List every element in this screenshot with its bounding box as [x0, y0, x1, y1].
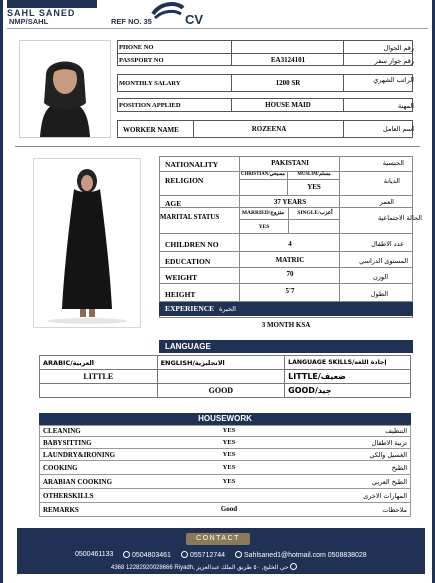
nationality-value: PAKISTANI — [271, 159, 309, 167]
divider — [193, 120, 194, 138]
marital-label-ar: الحالة الاجتماعية — [377, 214, 422, 222]
agency-code: NMP/SAHL — [9, 17, 49, 26]
education-value: MATRIC — [275, 256, 305, 264]
housework-row — [39, 503, 411, 517]
brand-name: SAHL SANED — [7, 8, 76, 18]
housework-label-ar: ملاحظات — [382, 506, 407, 514]
housework-label-ar: التنظيف — [385, 427, 407, 435]
weight-label: WEIGHT — [165, 273, 198, 282]
nationality-label: NATIONALITY — [165, 160, 219, 169]
housework-label: CLEANING — [43, 427, 81, 435]
housework-value: YES — [222, 464, 236, 471]
housework-value: YES — [222, 478, 236, 485]
experience-label: EXPERIENCE — [165, 304, 215, 313]
housework-label: COOKING — [43, 464, 78, 472]
housework-label: ARABIAN COOKING — [43, 478, 113, 486]
children-value: 4 — [288, 240, 292, 248]
phone-number: 0504803461 — [132, 552, 171, 559]
language-row — [40, 384, 411, 398]
housework-label-ar: المهارات الاخرى — [363, 492, 407, 500]
religion-label: RELIGION — [165, 176, 204, 185]
header-divider — [7, 28, 428, 29]
phone-label: PHONE NO — [119, 44, 154, 51]
salary-label-ar: الراتب الشهري — [373, 76, 414, 84]
housework-value: YES — [222, 451, 236, 458]
skill-level: GOOD/جيد — [285, 384, 411, 398]
experience-value: 3 MONTH KSA — [261, 321, 311, 329]
phone-number-2 — [181, 551, 225, 559]
address-line — [111, 563, 299, 571]
housework-label: BABYSITTING — [43, 439, 92, 447]
housework-section-bar — [39, 413, 411, 425]
divider — [117, 53, 413, 54]
housework-value: YES — [222, 439, 236, 446]
language-table — [39, 355, 411, 398]
housework-value: Good — [220, 505, 238, 513]
phone-number: 0500461133 — [75, 551, 114, 558]
marital-label: MARITAL STATUS — [160, 214, 220, 221]
religion-label-ar: الديانة — [383, 177, 400, 185]
housework-row — [39, 425, 411, 437]
skill-level: LITTLE/ضعيف — [285, 370, 411, 384]
height-value: 5'7 — [285, 287, 295, 295]
phone-number: 055712744 — [190, 552, 226, 559]
contact-label: CONTACT — [186, 533, 250, 545]
age-label-ar: العمر — [379, 198, 394, 206]
arabic-level: LITTLE — [40, 370, 158, 384]
arabic-level — [40, 384, 158, 398]
ref-number: REF NO. 35 — [111, 17, 152, 26]
language-section-bar — [159, 340, 413, 353]
marital-value: YES — [258, 224, 270, 230]
children-label: CHILDREN NO — [165, 240, 219, 249]
language-title: LANGUAGE — [165, 342, 211, 351]
height-label: HEIGHT — [165, 290, 196, 299]
age-value: 37 YEARS — [273, 198, 307, 206]
passport-value: EA3124101 — [270, 56, 306, 64]
housework-row — [39, 437, 411, 449]
salary-value: 1200 SR — [275, 79, 301, 87]
worker-name-label-ar: اسم العامل — [383, 125, 414, 133]
housework-row — [39, 489, 411, 503]
full-body-photo — [33, 158, 141, 328]
housework-row — [39, 475, 411, 489]
email-line — [235, 551, 367, 559]
education-label-ar: المستوى الدراسي — [359, 257, 408, 265]
housework-label: REMARKS — [43, 506, 79, 514]
col-arabic: ARABIC/العربية — [40, 356, 158, 370]
housework-title: HOUSEWORK — [198, 414, 252, 423]
position-label: POSITION APPLIED — [119, 102, 181, 109]
col-english: ENGLISH/الانجليزية — [157, 356, 285, 370]
height-label-ar: الطول — [370, 290, 388, 298]
weight-value: 70 — [286, 270, 294, 278]
phone-number-1 — [123, 551, 171, 559]
portrait-figure-icon — [20, 41, 110, 137]
worker-name-value: ROZEENA — [251, 125, 287, 133]
housework-row — [39, 449, 411, 461]
passport-label: PASSPORT NO — [119, 57, 164, 64]
religion-opt-christian: CHRISTIAN/مسيحي — [241, 172, 285, 177]
salary-label: MONTHLY SALARY — [119, 80, 181, 87]
worker-name-label: WORKER NAME — [123, 126, 179, 134]
section-divider — [15, 146, 420, 147]
language-header-row — [40, 356, 411, 370]
full-body-figure-icon — [34, 159, 140, 327]
religion-value: YES — [307, 183, 321, 191]
children-label-ar: عدد الاطفال — [371, 240, 404, 248]
housework-label-ar: تربية الاطفال — [371, 439, 407, 447]
english-level: GOOD — [157, 384, 285, 398]
age-label: AGE — [165, 199, 182, 208]
housework-label-ar: الغسيل والكي — [369, 451, 407, 459]
email-icon — [235, 551, 242, 558]
experience-label-ar: الخبرة — [219, 305, 236, 313]
brand-logo-bar — [7, 0, 97, 8]
brand-swoosh-icon — [151, 0, 185, 22]
portrait-photo — [19, 40, 111, 138]
divider — [343, 74, 344, 92]
position-value: HOUSE MAID — [265, 101, 311, 109]
housework-row — [39, 461, 411, 475]
phone-icon — [123, 551, 130, 558]
weight-label-ar: الوزن — [372, 273, 388, 281]
experience-bar — [159, 302, 413, 316]
english-level — [157, 370, 285, 384]
education-label: EDUCATION — [165, 257, 211, 266]
divider — [343, 120, 344, 138]
email-text: Sahlsaned1@hotmail.com 0508838028 — [244, 552, 367, 559]
position-label-ar: المهنة — [398, 102, 414, 110]
divider — [231, 98, 232, 112]
col-skills: LANGUAGE SKILLS/إجادة اللغة — [285, 356, 411, 370]
marital-opt-married: MARRIED/متزوج — [241, 210, 285, 216]
location-icon — [290, 563, 297, 570]
address-text: 4368 12282920028666 Riyadh, حي الخليج, ٥٠ طريق الملك عبدالعزيز — [111, 565, 289, 571]
cv-title: CV — [185, 12, 204, 27]
religion-opt-muslim: MUSLIM/مسلم — [297, 172, 331, 177]
phone-label-ar: رقم الجوال — [383, 44, 414, 52]
housework-label: OTHERSKILLS — [43, 492, 94, 500]
housework-label: LAUNDRY&IRONING — [43, 451, 116, 459]
language-row — [40, 370, 411, 384]
divider — [231, 74, 232, 92]
housework-label-ar: الطبخ — [391, 464, 407, 472]
marital-opt-single: SINGLE/أعزب — [297, 210, 333, 216]
housework-label-ar: الطبخ العربي — [371, 478, 407, 486]
phone-icon — [181, 551, 188, 558]
nationality-label-ar: الجنسية — [382, 159, 404, 167]
passport-label-ar: رقم جواز سفر — [374, 57, 414, 65]
housework-value: YES — [222, 427, 236, 434]
divider — [343, 98, 344, 112]
